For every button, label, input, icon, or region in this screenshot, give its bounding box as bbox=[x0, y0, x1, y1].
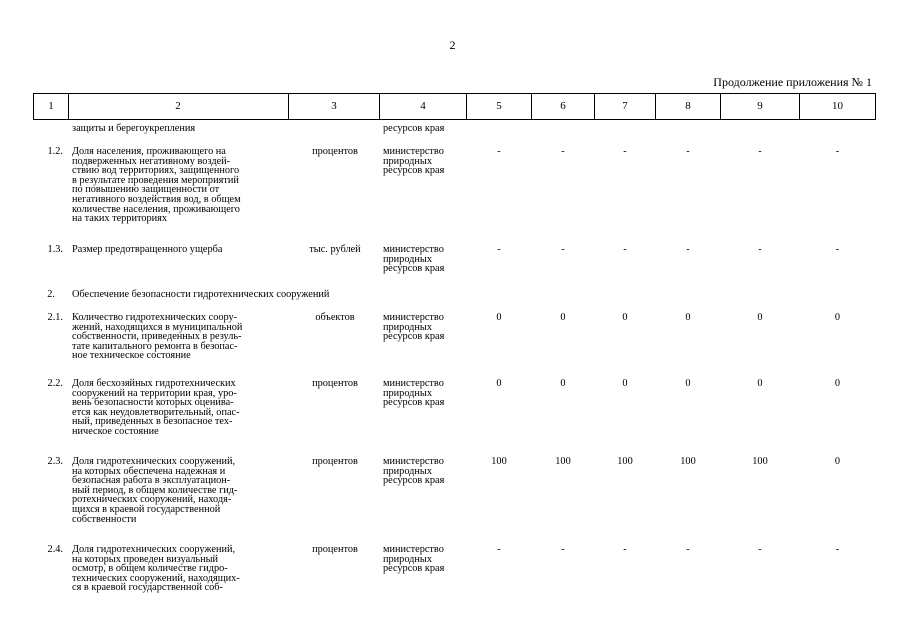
value-cell: - bbox=[686, 146, 690, 157]
unit: процентов bbox=[312, 378, 358, 389]
value-cell: - bbox=[623, 544, 627, 555]
value-cell: 0 bbox=[496, 312, 502, 323]
value-cell: - bbox=[497, 244, 501, 255]
header-cell: 2 bbox=[68, 93, 289, 120]
row-number: 2.4. bbox=[47, 544, 63, 555]
value-cell: 0 bbox=[834, 456, 841, 467]
agency: министерство природных ресурсов края bbox=[383, 378, 445, 409]
unit: тыс. рублей bbox=[309, 244, 361, 255]
unit: процентов bbox=[312, 544, 358, 555]
value-cell: 0 bbox=[560, 312, 566, 323]
row-number: 2.1. bbox=[47, 312, 63, 323]
unit: объектов bbox=[315, 312, 355, 323]
value-cell: - bbox=[758, 544, 762, 555]
value-cell: - bbox=[623, 146, 627, 157]
value-cell: 0 bbox=[685, 312, 691, 323]
header-cell: 10 bbox=[800, 93, 876, 120]
unit: процентов bbox=[312, 146, 358, 157]
header-cell: 4 bbox=[380, 93, 467, 120]
unit: процентов bbox=[312, 456, 358, 467]
value-cell: - bbox=[835, 146, 840, 157]
value-cell: 100 bbox=[491, 456, 507, 467]
value-cell: - bbox=[835, 544, 840, 555]
value-cell: 0 bbox=[685, 378, 691, 389]
indicator-name: Доля бесхозяйных гидротехнических сооружений на территории края, уро- вень безопасности которых оценива- ется как неудовлетворительный, опас- ный, приведенных в безопасное тех- ническое состояние bbox=[72, 378, 240, 437]
value-cell: 0 bbox=[622, 378, 628, 389]
value-cell: - bbox=[497, 544, 501, 555]
header-cell: 9 bbox=[721, 93, 800, 120]
table-header bbox=[33, 93, 876, 120]
value-cell: 0 bbox=[496, 378, 502, 389]
header-cell: 6 bbox=[532, 93, 595, 120]
page-number: 2 bbox=[449, 38, 456, 52]
row-number: 2.3. bbox=[47, 456, 63, 467]
agency: министерство природных ресурсов края bbox=[383, 244, 445, 275]
row-number: 1.2. bbox=[47, 146, 63, 157]
row-number: 1.3. bbox=[47, 244, 63, 255]
agency: министерство природных ресурсов края bbox=[383, 544, 445, 575]
row-number: 2. bbox=[47, 289, 55, 300]
value-cell: - bbox=[686, 544, 690, 555]
value-cell: 0 bbox=[834, 312, 841, 323]
section-title: Обеспечение безопасности гидротехнических сооружений bbox=[72, 289, 330, 300]
value-cell: - bbox=[561, 544, 565, 555]
value-cell: - bbox=[561, 146, 565, 157]
agency: министерство природных ресурсов края bbox=[383, 456, 445, 487]
value-cell: 100 bbox=[680, 456, 696, 467]
value-cell: 0 bbox=[757, 312, 763, 323]
header-cell: 3 bbox=[289, 93, 380, 120]
value-cell: 0 bbox=[834, 378, 841, 389]
value-cell: 0 bbox=[560, 378, 566, 389]
header-cell: 8 bbox=[656, 93, 721, 120]
value-cell: 100 bbox=[617, 456, 633, 467]
value-cell: - bbox=[758, 146, 762, 157]
fragment-name: защиты и берегоукрепления bbox=[72, 123, 196, 134]
value-cell: 100 bbox=[752, 456, 768, 467]
value-cell: - bbox=[497, 146, 501, 157]
value-cell: - bbox=[835, 244, 840, 255]
value-cell: - bbox=[623, 244, 627, 255]
header-cell: 7 bbox=[595, 93, 656, 120]
value-cell: - bbox=[758, 244, 762, 255]
row-number: 2.2. bbox=[47, 378, 63, 389]
header-cell: 1 bbox=[33, 93, 69, 120]
indicator-name: Доля гидротехнических сооружений, на которых проведен визуальный осмотр, в общем количестве гидро- технических сооружений, находящих- ся в краевой государственной соб- bbox=[72, 544, 240, 594]
value-cell: 100 bbox=[555, 456, 571, 467]
agency: министерство природных ресурсов края bbox=[383, 146, 445, 177]
indicator-name: Доля гидротехнических сооружений, на которых обеспечена надежная и безопасная работа в эксплуатацион- ный период, в общем количестве гид- ротехнических сооружений, находя- щихся в краевой государственной собственности bbox=[72, 456, 238, 525]
fragment-agency: ресурсов края bbox=[383, 123, 445, 134]
agency: министерство природных ресурсов края bbox=[383, 312, 445, 343]
indicator-name: Доля населения, проживающего на подверженных негативному воздей- ствию вод территориях, защищенного в результате проведения мероприятий по повышению защищенности от негативного воздействия вод, в общем количестве населения, проживающего на таких территориях bbox=[72, 146, 241, 225]
continuation-label: Продолжение приложения № 1 bbox=[713, 75, 872, 89]
value-cell: - bbox=[561, 244, 565, 255]
indicator-name: Размер предотвращенного ущерба bbox=[72, 244, 223, 255]
value-cell: 0 bbox=[757, 378, 763, 389]
indicator-name: Количество гидротехнических соору- жений, находящихся в муниципальной собственности, приведенных в резуль- тате капитального ремонта в безопас- ное техническое состояние bbox=[72, 312, 243, 362]
value-cell: 0 bbox=[622, 312, 628, 323]
value-cell: - bbox=[686, 244, 690, 255]
header-cell: 5 bbox=[467, 93, 532, 120]
